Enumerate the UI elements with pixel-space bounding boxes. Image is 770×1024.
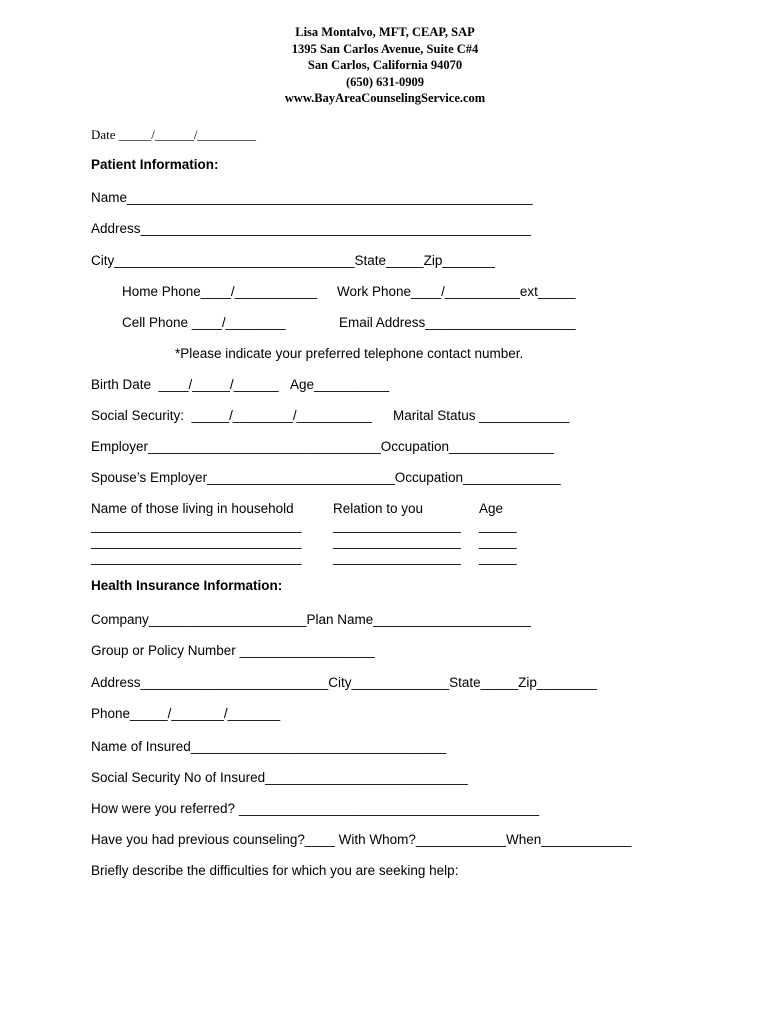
household-name-header: Name of those living in household [91, 501, 294, 516]
email-field[interactable]: Email Address____________________ [339, 315, 576, 330]
household-row-name[interactable]: ____________________________ [91, 534, 302, 549]
name-of-insured-field[interactable]: Name of Insured__________________________________ [91, 739, 447, 754]
previous-counseling-field[interactable]: Have you had previous counseling?____ With Whom?____________When____________ [91, 832, 632, 847]
household-row-age[interactable]: _____ [479, 550, 517, 565]
insured-ssn-field[interactable]: Social Security No of Insured___________________________ [91, 770, 468, 785]
household-row-age[interactable]: _____ [479, 518, 517, 533]
work-phone-field[interactable]: Work Phone____/__________ext_____ [337, 284, 576, 299]
household-row-name[interactable]: ____________________________ [91, 518, 302, 533]
household-age-header: Age [479, 501, 504, 516]
street-address: 1395 San Carlos Avenue, Suite C#4 [291, 41, 479, 56]
cell-phone-field[interactable]: Cell Phone ____/________ [122, 315, 286, 330]
employer-occupation-field[interactable]: Employer_______________________________Occupation______________ [91, 439, 555, 454]
city-address: San Carlos, California 94070 [307, 58, 463, 72]
insurance-phone-field[interactable]: Phone_____/_______/_______ [91, 706, 281, 721]
referral-field[interactable]: How were you referred? ________________________________________ [91, 801, 540, 816]
household-row-age[interactable]: _____ [479, 534, 517, 549]
insurance-address-field[interactable]: Address_________________________City_____________State_____Zip________ [91, 675, 597, 690]
household-relation-header: Relation to you [333, 501, 424, 516]
group-policy-field[interactable]: Group or Policy Number __________________ [91, 643, 375, 658]
name-field[interactable]: Name______________________________________________________ [91, 190, 533, 205]
household-row-relation[interactable]: _________________ [333, 518, 461, 533]
social-security-field[interactable]: Social Security: _____/________/__________ [91, 408, 372, 423]
home-phone-field[interactable]: Home Phone____/___________ [122, 284, 318, 299]
household-row-relation[interactable]: _________________ [333, 534, 461, 549]
spouse-employer-field[interactable]: Spouse’s Employer_________________________Occupation_____________ [91, 470, 561, 485]
city-state-zip-field[interactable]: City________________________________State_____Zip_______ [91, 253, 495, 268]
phone-note: *Please indicate your preferred telephone contact number. [175, 346, 524, 361]
date-field[interactable]: Date _____/______/_________ [91, 127, 257, 142]
marital-status-field[interactable]: Marital Status ____________ [393, 408, 570, 423]
household-row-name[interactable]: ____________________________ [91, 550, 302, 565]
company-plan-field[interactable]: Company_____________________Plan Name_____________________ [91, 612, 531, 627]
phone-number: (650) 631-0909 [345, 74, 425, 89]
patient-info-heading: Patient Information: [91, 157, 219, 172]
age-field[interactable]: Age__________ [290, 377, 390, 392]
household-row-relation[interactable]: _________________ [333, 550, 461, 565]
insurance-info-heading: Health Insurance Information: [91, 578, 283, 593]
website: www.BayAreaCounselingService.com [284, 91, 486, 105]
address-field[interactable]: Address____________________________________________________ [91, 221, 531, 236]
difficulties-prompt: Briefly describe the difficulties for which you are seeking help: [91, 863, 459, 878]
birth-date-field[interactable]: Birth Date ____/_____/______ [91, 377, 279, 392]
practitioner-name: Lisa Montalvo, MFT, CEAP, SAP [295, 25, 475, 39]
